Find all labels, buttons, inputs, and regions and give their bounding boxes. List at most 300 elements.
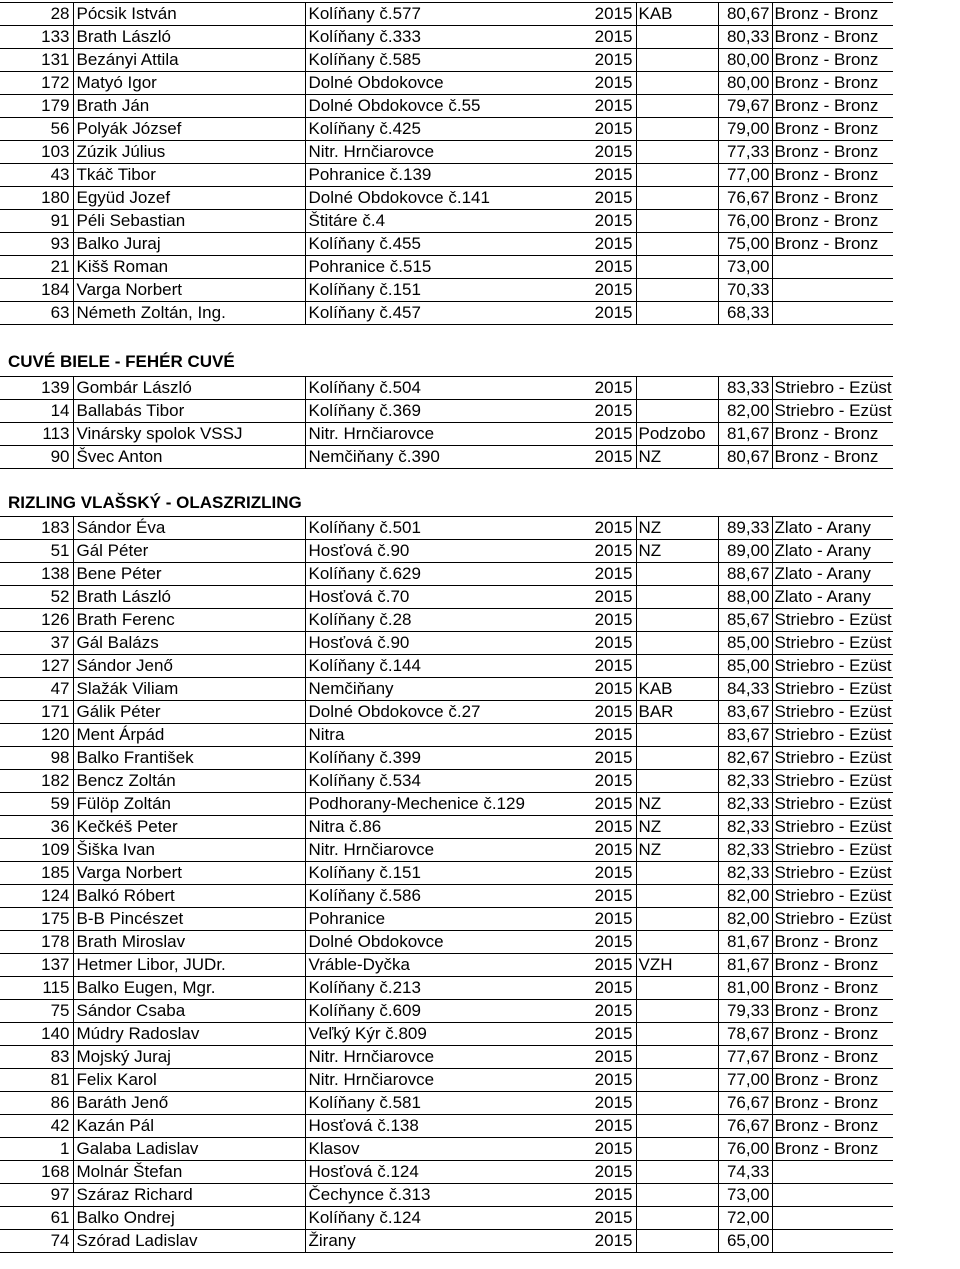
vintage-year: 2015 [588,586,636,609]
producer-place: Kolíňany č.534 [305,770,588,793]
producer-name: Brath Ján [73,95,305,118]
producer-name: Gál Péter [73,540,305,563]
score-value: 82,00 [718,885,772,908]
entry-number: 133 [0,26,73,49]
note-tag [636,164,718,187]
vintage-year: 2015 [588,279,636,302]
producer-name: Šiška Ivan [73,839,305,862]
entry-number: 42 [0,1115,73,1138]
score-value: 77,00 [718,1069,772,1092]
producer-place: Hosťová č.124 [305,1161,588,1184]
medal-award: Bronz - Bronz [772,977,893,1000]
medal-award: Bronz - Bronz [772,1092,893,1115]
table-row [0,586,893,609]
table-row [0,1046,893,1069]
note-tag: Podzobo [636,423,718,446]
table-row [0,931,893,954]
table-row [0,1069,893,1092]
note-tag [636,95,718,118]
producer-place: Nitra č.86 [305,816,588,839]
vintage-year: 2015 [588,141,636,164]
producer-name: Száraz Richard [73,1184,305,1207]
table-row [0,141,893,164]
score-value: 77,67 [718,1046,772,1069]
score-value: 75,00 [718,233,772,256]
vintage-year: 2015 [588,954,636,977]
note-tag: KAB [636,678,718,701]
producer-name: Gombár László [73,377,305,400]
medal-award: Bronz - Bronz [772,1000,893,1023]
medal-award: Zlato - Arany [772,563,893,586]
medal-award: Striebro - Ezüst [772,885,893,908]
score-value: 80,00 [718,72,772,95]
producer-place: Veľký Kýr č.809 [305,1023,588,1046]
vintage-year: 2015 [588,632,636,655]
entry-number: 131 [0,49,73,72]
score-value: 81,67 [718,931,772,954]
vintage-year: 2015 [588,1069,636,1092]
vintage-year: 2015 [588,885,636,908]
vintage-year: 2015 [588,1161,636,1184]
producer-name: Gálik Péter [73,701,305,724]
vintage-year: 2015 [588,26,636,49]
producer-place: Nitr. Hrnčiarovce [305,423,588,446]
vintage-year: 2015 [588,1184,636,1207]
entry-number: 139 [0,377,73,400]
score-value: 85,67 [718,609,772,632]
medal-award: Bronz - Bronz [772,1138,893,1161]
producer-place: Vráble-Dyčka [305,954,588,977]
entry-number: 21 [0,256,73,279]
score-value: 76,00 [718,210,772,233]
producer-name: Múdry Radoslav [73,1023,305,1046]
producer-name: Slažák Viliam [73,678,305,701]
score-value: 83,67 [718,724,772,747]
medal-award: Bronz - Bronz [772,931,893,954]
producer-name: Ment Árpád [73,724,305,747]
note-tag [636,400,718,423]
producer-name: Gál Balázs [73,632,305,655]
table-row [0,632,893,655]
vintage-year: 2015 [588,1207,636,1230]
note-tag [636,256,718,279]
table-row [0,164,893,187]
note-tag [636,1161,718,1184]
entry-number: 61 [0,1207,73,1230]
entry-number: 74 [0,1230,73,1253]
score-value: 85,00 [718,632,772,655]
producer-place: Nitr. Hrnčiarovce [305,839,588,862]
table-row [0,210,893,233]
table-row [0,678,893,701]
score-value: 81,00 [718,977,772,1000]
medal-award [772,1184,893,1207]
entry-number: 91 [0,210,73,233]
table-row [0,26,893,49]
score-value: 76,67 [718,1092,772,1115]
table-row [0,862,893,885]
entry-number: 1 [0,1138,73,1161]
score-value: 74,33 [718,1161,772,1184]
producer-name: Bene Péter [73,563,305,586]
score-value: 82,33 [718,862,772,885]
note-tag [636,1046,718,1069]
score-value: 89,33 [718,517,772,540]
medal-award: Striebro - Ezüst [772,678,893,701]
producer-place: Štitáre č.4 [305,210,588,233]
producer-name: Balko Ondrej [73,1207,305,1230]
medal-award: Striebro - Ezüst [772,655,893,678]
entry-number: 37 [0,632,73,655]
producer-place: Kolíňany č.399 [305,747,588,770]
table-row [0,3,893,26]
medal-award [772,279,893,302]
score-value: 79,67 [718,95,772,118]
producer-name: Zúzik Július [73,141,305,164]
note-tag [636,72,718,95]
producer-name: Hetmer Libor, JUDr. [73,954,305,977]
note-tag [636,862,718,885]
vintage-year: 2015 [588,118,636,141]
medal-award: Striebro - Ezüst [772,839,893,862]
results-table-section-2 [0,516,893,1253]
score-value: 88,67 [718,563,772,586]
producer-name: Balkó Róbert [73,885,305,908]
table-row [0,885,893,908]
producer-name: Bezányi Attila [73,49,305,72]
vintage-year: 2015 [588,908,636,931]
score-value: 84,33 [718,678,772,701]
table-row [0,446,893,469]
note-tag [636,210,718,233]
producer-place: Kolíňany č.425 [305,118,588,141]
note-tag [636,885,718,908]
vintage-year: 2015 [588,701,636,724]
vintage-year: 2015 [588,1138,636,1161]
note-tag [636,609,718,632]
table-row [0,233,893,256]
producer-name: Galaba Ladislav [73,1138,305,1161]
producer-place: Nitra [305,724,588,747]
entry-number: 59 [0,793,73,816]
score-value: 82,33 [718,770,772,793]
medal-award: Bronz - Bronz [772,423,893,446]
producer-place: Klasov [305,1138,588,1161]
producer-place: Kolíňany č.586 [305,885,588,908]
vintage-year: 2015 [588,302,636,325]
note-tag [636,141,718,164]
note-tag [636,1092,718,1115]
medal-award: Striebro - Ezüst [772,793,893,816]
producer-name: Szórad Ladislav [73,1230,305,1253]
producer-place: Dolné Obdokovce [305,931,588,954]
vintage-year: 2015 [588,816,636,839]
medal-award: Striebro - Ezüst [772,609,893,632]
producer-name: Sándor Csaba [73,1000,305,1023]
producer-place: Hosťová č.138 [305,1115,588,1138]
medal-award: Bronz - Bronz [772,1023,893,1046]
note-tag [636,187,718,210]
producer-place: Kolíňany č.124 [305,1207,588,1230]
vintage-year: 2015 [588,49,636,72]
table-row [0,908,893,931]
medal-award: Bronz - Bronz [772,26,893,49]
producer-place: Podhorany-Mechenice č.129 [305,793,588,816]
producer-place: Žirany [305,1230,588,1253]
vintage-year: 2015 [588,540,636,563]
note-tag [636,1184,718,1207]
entry-number: 180 [0,187,73,210]
table-row [0,977,893,1000]
medal-award: Bronz - Bronz [772,210,893,233]
vintage-year: 2015 [588,164,636,187]
score-value: 77,33 [718,141,772,164]
entry-number: 52 [0,586,73,609]
table-row [0,1184,893,1207]
score-value: 73,00 [718,256,772,279]
note-tag [636,49,718,72]
entry-number: 168 [0,1161,73,1184]
producer-place: Kolíňany č.585 [305,49,588,72]
medal-award: Bronz - Bronz [772,446,893,469]
score-value: 65,00 [718,1230,772,1253]
score-value: 80,67 [718,3,772,26]
score-value: 79,33 [718,1000,772,1023]
vintage-year: 2015 [588,233,636,256]
producer-place: Hosťová č.70 [305,586,588,609]
entry-number: 120 [0,724,73,747]
note-tag [636,377,718,400]
vintage-year: 2015 [588,839,636,862]
note-tag [636,26,718,49]
note-tag [636,1000,718,1023]
producer-place: Kolíňany č.581 [305,1092,588,1115]
entry-number: 172 [0,72,73,95]
entry-number: 86 [0,1092,73,1115]
vintage-year: 2015 [588,3,636,26]
note-tag [636,724,718,747]
entry-number: 90 [0,446,73,469]
score-value: 81,67 [718,423,772,446]
medal-award: Bronz - Bronz [772,95,893,118]
section-title: CUVÉ BIELE - FEHÉR CUVÉ [8,352,235,371]
entry-number: 124 [0,885,73,908]
table-row [0,954,893,977]
vintage-year: 2015 [588,1115,636,1138]
producer-name: Polyák József [73,118,305,141]
note-tag [636,977,718,1000]
entry-number: 138 [0,563,73,586]
table-row [0,1115,893,1138]
table-row [0,400,893,423]
producer-name: Kazán Pál [73,1115,305,1138]
score-value: 77,00 [718,164,772,187]
producer-name: Balko František [73,747,305,770]
vintage-year: 2015 [588,678,636,701]
score-value: 79,00 [718,118,772,141]
note-tag [636,747,718,770]
note-tag: NZ [636,517,718,540]
medal-award: Zlato - Arany [772,540,893,563]
score-value: 82,33 [718,793,772,816]
medal-award: Bronz - Bronz [772,72,893,95]
note-tag [636,1230,718,1253]
entry-number: 63 [0,302,73,325]
producer-place: Dolné Obdokovce č.55 [305,95,588,118]
vintage-year: 2015 [588,724,636,747]
table-row [0,816,893,839]
entry-number: 179 [0,95,73,118]
producer-place: Kolíňany č.501 [305,517,588,540]
note-tag: KAB [636,3,718,26]
entry-number: 185 [0,862,73,885]
vintage-year: 2015 [588,256,636,279]
producer-name: Matyó Igor [73,72,305,95]
score-value: 68,33 [718,302,772,325]
producer-name: Balko Juraj [73,233,305,256]
entry-number: 103 [0,141,73,164]
producer-place: Hosťová č.90 [305,540,588,563]
producer-name: Együd Jozef [73,187,305,210]
entry-number: 97 [0,1184,73,1207]
medal-award [772,1230,893,1253]
table-row [0,1161,893,1184]
producer-name: Mojský Juraj [73,1046,305,1069]
medal-award: Striebro - Ezüst [772,862,893,885]
medal-award [772,1207,893,1230]
producer-place: Kolíňany č.333 [305,26,588,49]
medal-award: Striebro - Ezüst [772,632,893,655]
producer-place: Kolíňany č.28 [305,609,588,632]
note-tag [636,908,718,931]
producer-place: Nemčiňany [305,678,588,701]
note-tag: VZH [636,954,718,977]
medal-award [772,256,893,279]
producer-name: Ballabás Tibor [73,400,305,423]
vintage-year: 2015 [588,95,636,118]
entry-number: 126 [0,609,73,632]
entry-number: 113 [0,423,73,446]
vintage-year: 2015 [588,747,636,770]
score-value: 76,67 [718,1115,772,1138]
score-value: 82,00 [718,400,772,423]
score-value: 85,00 [718,655,772,678]
vintage-year: 2015 [588,655,636,678]
vintage-year: 2015 [588,187,636,210]
producer-name: Vinársky spolok VSSJ [73,423,305,446]
entry-number: 182 [0,770,73,793]
results-table-section-0 [0,2,893,325]
table-row [0,118,893,141]
producer-place: Kolíňany č.577 [305,3,588,26]
entry-number: 56 [0,118,73,141]
vintage-year: 2015 [588,400,636,423]
producer-name: Balko Eugen, Mgr. [73,977,305,1000]
producer-place: Dolné Obdokovce č.27 [305,701,588,724]
medal-award: Zlato - Arany [772,586,893,609]
medal-award: Striebro - Ezüst [772,908,893,931]
vintage-year: 2015 [588,72,636,95]
score-value: 88,00 [718,586,772,609]
note-tag [636,1138,718,1161]
producer-place: Kolíňany č.629 [305,563,588,586]
entry-number: 171 [0,701,73,724]
entry-number: 183 [0,517,73,540]
producer-name: Pócsik István [73,3,305,26]
producer-place: Kolíňany č.455 [305,233,588,256]
note-tag [636,279,718,302]
note-tag [636,1023,718,1046]
producer-place: Kolíňany č.504 [305,377,588,400]
medal-award: Striebro - Ezüst [772,724,893,747]
producer-name: Brath Miroslav [73,931,305,954]
vintage-year: 2015 [588,977,636,1000]
producer-name: Varga Norbert [73,279,305,302]
table-row [0,724,893,747]
score-value: 76,67 [718,187,772,210]
vintage-year: 2015 [588,1230,636,1253]
entry-number: 81 [0,1069,73,1092]
note-tag: NZ [636,446,718,469]
medal-award: Bronz - Bronz [772,1046,893,1069]
producer-name: Fülöp Zoltán [73,793,305,816]
entry-number: 178 [0,931,73,954]
producer-name: Felix Karol [73,1069,305,1092]
medal-award: Striebro - Ezüst [772,747,893,770]
entry-number: 47 [0,678,73,701]
medal-award [772,302,893,325]
medal-award: Bronz - Bronz [772,954,893,977]
producer-place: Kolíňany č.457 [305,302,588,325]
producer-name: Brath László [73,26,305,49]
producer-name: Németh Zoltán, Ing. [73,302,305,325]
producer-place: Kolíňany č.369 [305,400,588,423]
entry-number: 51 [0,540,73,563]
score-value: 72,00 [718,1207,772,1230]
table-row [0,609,893,632]
score-value: 83,67 [718,701,772,724]
note-tag [636,563,718,586]
producer-place: Nitr. Hrnčiarovce [305,1046,588,1069]
note-tag: NZ [636,540,718,563]
producer-place: Nitr. Hrnčiarovce [305,141,588,164]
table-row [0,701,893,724]
producer-name: Baráth Jenő [73,1092,305,1115]
producer-name: Brath Ferenc [73,609,305,632]
table-row [0,839,893,862]
medal-award: Striebro - Ezüst [772,400,893,423]
producer-name: Kečkéš Peter [73,816,305,839]
producer-name: Bencz Zoltán [73,770,305,793]
producer-place: Kolíňany č.151 [305,862,588,885]
note-tag [636,632,718,655]
medal-award: Bronz - Bronz [772,49,893,72]
table-row [0,1092,893,1115]
entry-number: 140 [0,1023,73,1046]
producer-place: Kolíňany č.609 [305,1000,588,1023]
note-tag [636,655,718,678]
entry-number: 175 [0,908,73,931]
entry-number: 137 [0,954,73,977]
note-tag [636,586,718,609]
producer-name: Varga Norbert [73,862,305,885]
table-row [0,540,893,563]
producer-place: Dolné Obdokovce č.141 [305,187,588,210]
score-value: 82,33 [718,816,772,839]
table-row [0,793,893,816]
table-row [0,49,893,72]
note-tag [636,931,718,954]
